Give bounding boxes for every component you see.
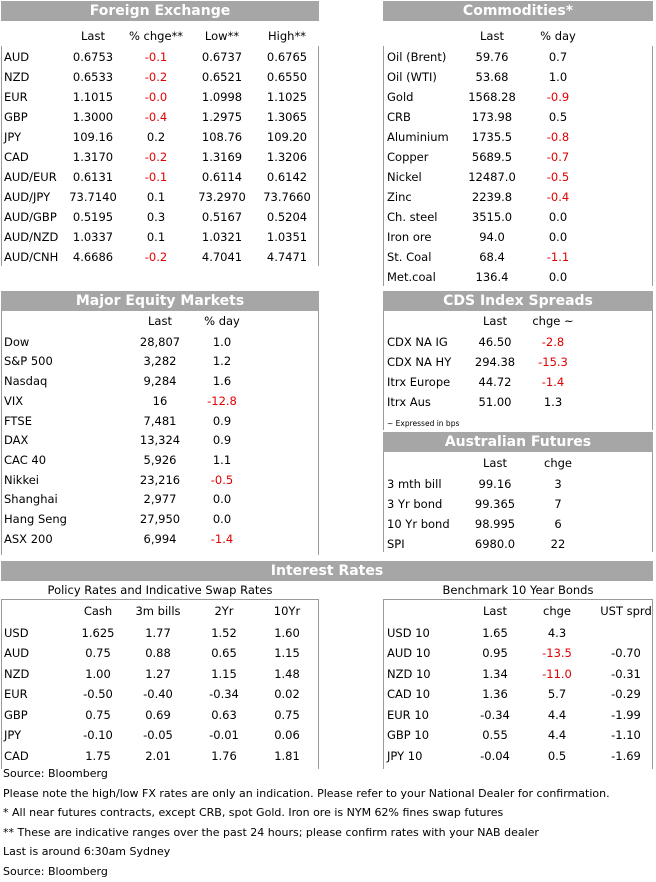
commodities-cell: 59.76: [475, 50, 509, 64]
fx-row-label: GBP: [4, 110, 28, 124]
fx-cell: 1.3206: [266, 150, 308, 164]
commodities-row-label: CRB: [387, 110, 411, 124]
equity-cell: -12.8: [207, 393, 237, 408]
cds-cell: 51.00: [478, 395, 512, 409]
fx-cell: 0.6550: [266, 70, 308, 84]
cds-row-label: Itrx Aus: [387, 395, 431, 409]
futures-rule: [652, 452, 653, 552]
fx-cell: 4.7471: [266, 250, 308, 264]
commodities-row-label: Gold: [387, 90, 414, 104]
futures-title: Australian Futures: [383, 432, 653, 452]
policy-cell: 1.00: [85, 666, 111, 681]
policy-row-label: JPY: [4, 728, 22, 742]
fx-cell: 0.3: [146, 210, 166, 224]
futures-col-header: Last: [483, 456, 507, 470]
commodities-row-label: Nickel: [387, 170, 422, 184]
bonds-cell: 1.65: [482, 625, 508, 640]
fx-row-label: EUR: [4, 90, 28, 104]
policy-cell: 1.625: [81, 625, 115, 640]
commodities-cell: 2239.8: [471, 190, 513, 204]
bonds-cell: 4.4: [547, 707, 567, 722]
equity-row-label: VIX: [4, 393, 24, 408]
commodities-row-label: Zinc: [387, 190, 412, 204]
bonds-row-label: NZD 10: [387, 666, 431, 681]
equity-cell: -0.5: [210, 472, 234, 487]
futures-row-label: 3 Yr bond: [387, 497, 443, 511]
futures-col-header: chge: [544, 456, 572, 470]
equity-cell: 1.2: [212, 354, 232, 369]
fx-col-header: % chge**: [128, 29, 184, 43]
equity-row-label: ASX 200: [4, 531, 53, 546]
policy-cell: 0.63: [211, 707, 237, 722]
equity-row-label: DAX: [4, 433, 29, 448]
commodities-cell: -0.8: [546, 130, 570, 144]
rates-rule: [383, 599, 384, 769]
cds-cell: 46.50: [478, 335, 512, 349]
bonds-cell: -1.69: [611, 748, 641, 763]
fx-cell: -0.2: [144, 150, 168, 164]
equity-cell: 28,807: [139, 334, 181, 349]
policy-cell: -0.40: [143, 687, 173, 701]
cds-cell: 294.38: [474, 355, 516, 369]
bonds-cell: -1.99: [611, 707, 641, 722]
commodities-row-label: Copper: [387, 150, 429, 164]
policy-cell: 1.77: [145, 625, 171, 640]
cds-title: CDS Index Spreads: [383, 291, 653, 311]
fx-row-label: AUD/GBP: [4, 210, 57, 224]
policy-cell: 1.48: [274, 666, 300, 681]
policy-cell: 0.75: [274, 707, 300, 722]
policy-cell: 1.15: [211, 666, 237, 681]
fx-cell: -0.2: [144, 250, 168, 264]
bonds-cell: 1.36: [482, 687, 508, 701]
commodities-col-header: Last: [480, 29, 504, 43]
policy-row-label: USD: [4, 625, 29, 640]
commodities-row-label: Oil (WTI): [387, 70, 437, 84]
commodities-row-label: Oil (Brent): [387, 50, 447, 64]
fx-col-header: High**: [268, 29, 306, 43]
equity-row-label: Hang Seng: [4, 512, 67, 526]
equity-cell: 1.1: [212, 452, 232, 467]
bonds-cell: -0.31: [611, 666, 641, 681]
equity-cell: 0.0: [212, 512, 232, 526]
policy-col-header: 3m bills: [135, 604, 181, 618]
fx-cell: 1.3170: [72, 150, 114, 164]
fx-cell: 1.2975: [201, 110, 243, 124]
policy-cell: 1.76: [211, 748, 237, 763]
commodities-row-label: Aluminium: [387, 130, 449, 144]
fx-row-label: CAD: [4, 150, 29, 164]
footnote: Source: Bloomberg: [3, 864, 108, 878]
fx-cell: 0.1: [146, 190, 166, 204]
fx-cell: 1.3065: [266, 110, 308, 124]
policy-col-header: Cash: [83, 604, 113, 618]
bonds-cell: 4.4: [547, 728, 567, 742]
fx-row-label: AUD/EUR: [4, 170, 57, 184]
equity-rule: [1, 310, 2, 555]
cds-cell: 44.72: [478, 375, 512, 389]
rates-subtitle-rule: [383, 599, 653, 600]
equity-cell: -1.4: [210, 531, 234, 546]
fx-rule: [1, 46, 2, 266]
bonds-col-header: chge: [543, 604, 571, 618]
equity-cell: 7,481: [143, 413, 177, 428]
rates-rule: [318, 599, 319, 769]
bonds-row-label: CAD 10: [387, 687, 431, 701]
commodities-cell: 0.0: [548, 270, 568, 284]
policy-rates-subtitle: Policy Rates and Indicative Swap Rates: [47, 583, 273, 597]
bonds-cell: -0.34: [480, 707, 510, 722]
policy-cell: 0.75: [85, 646, 111, 660]
equity-row-label: Dow: [4, 334, 30, 349]
cds-col-header: chge ~: [532, 314, 574, 328]
equity-row-label: Nasdaq: [4, 374, 48, 389]
policy-row-label: GBP: [4, 707, 28, 722]
policy-cell: 0.75: [85, 707, 111, 722]
commodities-cell: 53.68: [475, 70, 509, 84]
policy-cell: 0.65: [211, 646, 237, 660]
policy-cell: -0.01: [209, 728, 239, 742]
fx-cell: 0.2: [146, 130, 166, 144]
fx-cell: 0.5167: [201, 210, 243, 224]
cds-cell: -1.4: [541, 375, 565, 389]
policy-row-label: NZD: [4, 666, 30, 681]
bonds-cell: 0.55: [482, 728, 508, 742]
bonds-cell: -0.04: [480, 748, 510, 763]
fx-cell: 73.7140: [69, 190, 117, 204]
fx-cell: -0.2: [144, 70, 168, 84]
footnote: Last is around 6:30am Sydney: [3, 845, 171, 858]
equity-cell: 23,216: [139, 472, 181, 487]
bonds-cell: 4.3: [547, 625, 567, 640]
fx-cell: 0.5204: [266, 210, 308, 224]
fx-cell: 1.1025: [266, 90, 308, 104]
commodities-cell: 0.7: [548, 50, 568, 64]
futures-rule: [383, 452, 384, 552]
cds-note: ~ Expressed in bps: [387, 419, 460, 428]
cds-row-label: CDX NA IG: [387, 335, 448, 349]
futures-cell: 99.365: [474, 497, 516, 511]
equity-cell: 9,284: [143, 374, 177, 389]
equity-cell: 1.6: [212, 374, 232, 389]
fx-row-label: NZD: [4, 70, 30, 84]
bonds-cell: 5.7: [547, 687, 567, 701]
equity-row-label: Nikkei: [4, 472, 39, 487]
futures-row-label: 10 Yr bond: [387, 517, 450, 531]
bonds-cell: -1.10: [611, 728, 641, 742]
commodities-row-label: St. Coal: [387, 250, 432, 264]
commodities-row-label: Met.coal: [387, 270, 436, 284]
fx-cell: 0.6131: [72, 170, 114, 184]
commodities-cell: 94.0: [479, 230, 505, 244]
cds-row-label: Itrx Europe: [387, 375, 451, 389]
commodities-cell: 0.5: [548, 110, 568, 124]
commodities-cell: 1568.28: [468, 90, 516, 104]
cds-cell: -15.3: [538, 355, 568, 369]
fx-cell: 1.3000: [72, 110, 114, 124]
policy-col-header: 10Yr: [273, 604, 301, 618]
bonds-cell: 1.34: [482, 666, 508, 681]
commodities-cell: -0.4: [546, 190, 570, 204]
rates-rule: [1, 599, 2, 769]
fx-cell: 1.0351: [266, 230, 308, 244]
rates-rule: [652, 599, 653, 769]
fx-cell: 0.6737: [201, 50, 243, 64]
policy-cell: -0.34: [209, 687, 239, 701]
commodities-rule: [652, 46, 653, 286]
bonds-row-label: AUD 10: [387, 646, 431, 660]
footnote: * All near futures contracts, except CRB, spot Gold. Iron ore is NYM 62% fines swap futures: [3, 806, 504, 819]
policy-cell: -0.10: [83, 728, 113, 742]
equity-row-label: S&P 500: [4, 354, 53, 369]
fx-col-header: Last: [81, 29, 105, 43]
futures-cell: 6980.0: [474, 537, 516, 551]
equity-title: Major Equity Markets: [1, 291, 319, 311]
policy-cell: 1.27: [145, 666, 171, 681]
footnote: Please note the high/low FX rates are only an indication. Please refer to your National Dealer for confirmation.: [3, 786, 610, 800]
futures-row-label: 3 mth bill: [387, 477, 442, 491]
rates-subtitle-rule: [1, 599, 319, 600]
bonds-cell: -13.5: [542, 646, 572, 660]
policy-row-label: AUD: [4, 646, 30, 660]
policy-cell: 0.88: [145, 646, 171, 660]
fx-cell: 1.0321: [201, 230, 243, 244]
futures-cell: 3: [554, 477, 562, 491]
commodities-cell: 1.0: [548, 70, 568, 84]
fx-col-header: Low**: [204, 29, 240, 43]
bonds-subtitle: Benchmark 10 Year Bonds: [442, 583, 594, 597]
equity-col-header: Last: [148, 314, 172, 328]
commodities-cell: 1735.5: [471, 130, 513, 144]
fx-row-label: AUD/JPY: [4, 190, 51, 204]
fx-cell: 4.6686: [72, 250, 114, 264]
bonds-cell: -0.29: [611, 687, 641, 701]
equity-cell: 2,977: [143, 492, 177, 507]
fx-cell: 0.6533: [72, 70, 114, 84]
futures-cell: 6: [554, 517, 562, 531]
commodities-cell: -1.1: [546, 250, 570, 264]
equity-row-label: CAC 40: [4, 452, 47, 467]
bonds-cell: 0.5: [547, 748, 567, 763]
fx-cell: 73.7660: [263, 190, 311, 204]
equity-cell: 5,926: [143, 452, 177, 467]
fx-cell: 0.6114: [201, 170, 243, 184]
bonds-row-label: EUR 10: [387, 707, 429, 722]
bonds-col-header: Last: [483, 604, 507, 618]
commodities-cell: 0.0: [548, 230, 568, 244]
commodities-cell: 136.4: [475, 270, 509, 284]
cds-cell: 1.3: [543, 395, 563, 409]
fx-cell: 109.20: [266, 130, 308, 144]
policy-cell: 1.15: [274, 646, 300, 660]
commodities-cell: -0.9: [546, 90, 570, 104]
fx-cell: 1.0337: [72, 230, 114, 244]
futures-cell: 98.995: [474, 517, 516, 531]
fx-cell: -0.1: [144, 170, 168, 184]
policy-cell: 2.01: [145, 748, 171, 763]
equity-row-label: Shanghai: [4, 492, 58, 507]
bonds-col-header: UST sprd: [600, 604, 652, 618]
policy-cell: 1.60: [274, 625, 300, 640]
equity-row-label: FTSE: [4, 413, 33, 428]
fx-cell: 0.6142: [266, 170, 308, 184]
equity-cell: 0.0: [212, 492, 232, 507]
footnote: ** These are indicative ranges over the past 24 hours; please confirm rates with your NAB dealer: [3, 825, 539, 839]
fx-cell: 1.1015: [72, 90, 114, 104]
fx-cell: 0.5195: [72, 210, 114, 224]
commodities-cell: -0.5: [546, 170, 570, 184]
cds-cell: -2.8: [541, 335, 565, 349]
fx-cell: 109.16: [72, 130, 114, 144]
policy-cell: 1.81: [274, 748, 300, 763]
cds-col-header: Last: [483, 314, 507, 328]
fx-cell: -0.4: [144, 110, 168, 124]
fx-row-label: JPY: [4, 130, 22, 144]
policy-row-label: EUR: [4, 687, 28, 701]
commodities-title: Commodities*: [383, 1, 653, 21]
policy-cell: 0.06: [274, 728, 300, 742]
fx-cell: 0.6753: [72, 50, 114, 64]
fx-cell: 1.3169: [201, 150, 243, 164]
bonds-row-label: JPY 10: [387, 748, 423, 763]
cds-row-label: CDX NA HY: [387, 355, 452, 369]
commodities-col-header: % day: [540, 29, 576, 43]
futures-row-label: SPI: [387, 537, 405, 551]
fx-title: Foreign Exchange: [1, 1, 319, 21]
commodities-cell: 68.4: [479, 250, 505, 264]
policy-cell: -0.05: [143, 728, 173, 742]
policy-cell: 1.52: [211, 625, 237, 640]
fx-cell: 0.1: [146, 230, 166, 244]
footnote: Source: Bloomberg: [3, 767, 108, 780]
futures-cell: 99.16: [478, 477, 512, 491]
commodities-cell: 3515.0: [471, 210, 513, 224]
commodities-rule: [383, 46, 384, 286]
rates-title: Interest Rates: [1, 561, 653, 581]
fx-cell: -0.0: [144, 90, 168, 104]
commodities-cell: 12487.0: [468, 170, 516, 184]
policy-cell: -0.50: [83, 687, 113, 701]
bonds-row-label: USD 10: [387, 625, 430, 640]
bonds-cell: -11.0: [542, 666, 572, 681]
equity-col-header: % day: [204, 314, 240, 328]
bonds-cell: -0.70: [611, 646, 641, 660]
fx-cell: 1.0998: [201, 90, 243, 104]
fx-row-label: AUD/NZD: [4, 230, 59, 244]
equity-cell: 27,950: [139, 512, 181, 526]
policy-col-header: 2Yr: [214, 604, 234, 618]
equity-cell: 0.9: [212, 413, 232, 428]
bonds-cell: 0.95: [482, 646, 508, 660]
fx-row-label: AUD: [4, 50, 30, 64]
fx-rule: [318, 46, 319, 266]
fx-cell: -0.1: [144, 50, 168, 64]
fx-cell: 0.6521: [201, 70, 243, 84]
fx-row-label: AUD/CNH: [4, 250, 59, 264]
policy-row-label: CAD: [4, 748, 29, 763]
policy-cell: 1.75: [85, 748, 111, 763]
cds-rule: [383, 310, 384, 430]
commodities-cell: -0.7: [546, 150, 570, 164]
equity-cell: 3,282: [143, 354, 177, 369]
futures-cell: 22: [550, 537, 566, 551]
futures-cell: 7: [554, 497, 562, 511]
cds-rule: [652, 310, 653, 430]
equity-cell: 13,324: [139, 433, 181, 448]
fx-cell: 73.2970: [198, 190, 246, 204]
bonds-row-label: GBP 10: [387, 728, 430, 742]
commodities-row-label: Ch. steel: [387, 210, 438, 224]
fx-cell: 4.7041: [201, 250, 243, 264]
commodities-cell: 173.98: [471, 110, 513, 124]
equity-cell: 1.0: [212, 334, 232, 349]
equity-rule: [318, 310, 319, 555]
commodities-row-label: Iron ore: [387, 230, 432, 244]
policy-cell: 0.02: [274, 687, 300, 701]
equity-cell: 6,994: [143, 531, 177, 546]
equity-cell: 16: [152, 393, 168, 408]
equity-cell: 0.9: [212, 433, 232, 448]
fx-cell: 0.6765: [266, 50, 308, 64]
fx-cell: 108.76: [201, 130, 243, 144]
commodities-cell: 5689.5: [471, 150, 513, 164]
policy-cell: 0.69: [145, 707, 171, 722]
commodities-cell: 0.0: [548, 210, 568, 224]
